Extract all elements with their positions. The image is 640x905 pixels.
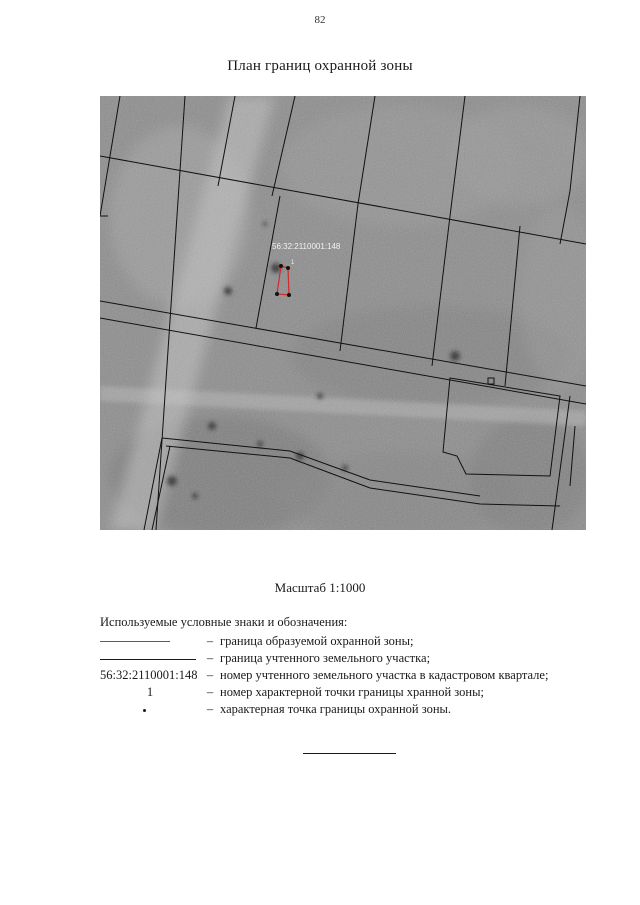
legend-item-boundary-point <box>100 701 600 718</box>
legend-dash: – <box>206 651 214 665</box>
cadastral-map <box>100 96 586 530</box>
legend-item-zone-boundary <box>100 633 600 650</box>
legend-dash: – <box>206 668 214 682</box>
legend-desc: граница образуемой охранной зоны; <box>220 634 414 648</box>
boundary-point <box>279 264 283 268</box>
legend-dash: – <box>206 685 214 699</box>
legend-desc: граница учтенного земельного участка; <box>220 651 431 665</box>
legend-point-number-symbol: 1 <box>146 685 154 699</box>
legend-desc: характерная точка границы охранной зоны. <box>220 702 452 716</box>
legend-item-point-number <box>100 684 600 701</box>
legend-dot-symbol <box>100 701 200 718</box>
legend-desc: номер характерной точки границы хранной зоны; <box>220 685 484 699</box>
boundary-point <box>275 292 279 296</box>
legend-parcel-number-symbol: 56:32:2110001:148 <box>100 668 198 682</box>
legend-item-parcel-boundary <box>100 650 600 667</box>
legend-desc: номер учтенного земельного участка в кадастровом квартале; <box>220 668 549 682</box>
footer-divider <box>303 753 396 754</box>
map-parcel-label: 56:32:2110001:148 <box>272 242 341 251</box>
boundary-point <box>287 293 291 297</box>
scale-label: Масштаб 1:1000 <box>274 580 366 595</box>
plan-title: План границ охранной зоны <box>227 58 413 74</box>
legend-dash: – <box>206 634 214 648</box>
legend-red-line-symbol <box>100 633 200 650</box>
page-number: 82 <box>314 14 326 26</box>
map-point-label: 1 <box>291 260 295 266</box>
legend-item-parcel-number <box>100 667 600 684</box>
legend <box>100 614 600 718</box>
legend-heading: Используемые условные знаки и обозначения: <box>100 615 348 629</box>
boundary-point <box>286 266 290 270</box>
legend-dash: – <box>206 702 214 716</box>
legend-black-line-symbol <box>100 650 200 667</box>
